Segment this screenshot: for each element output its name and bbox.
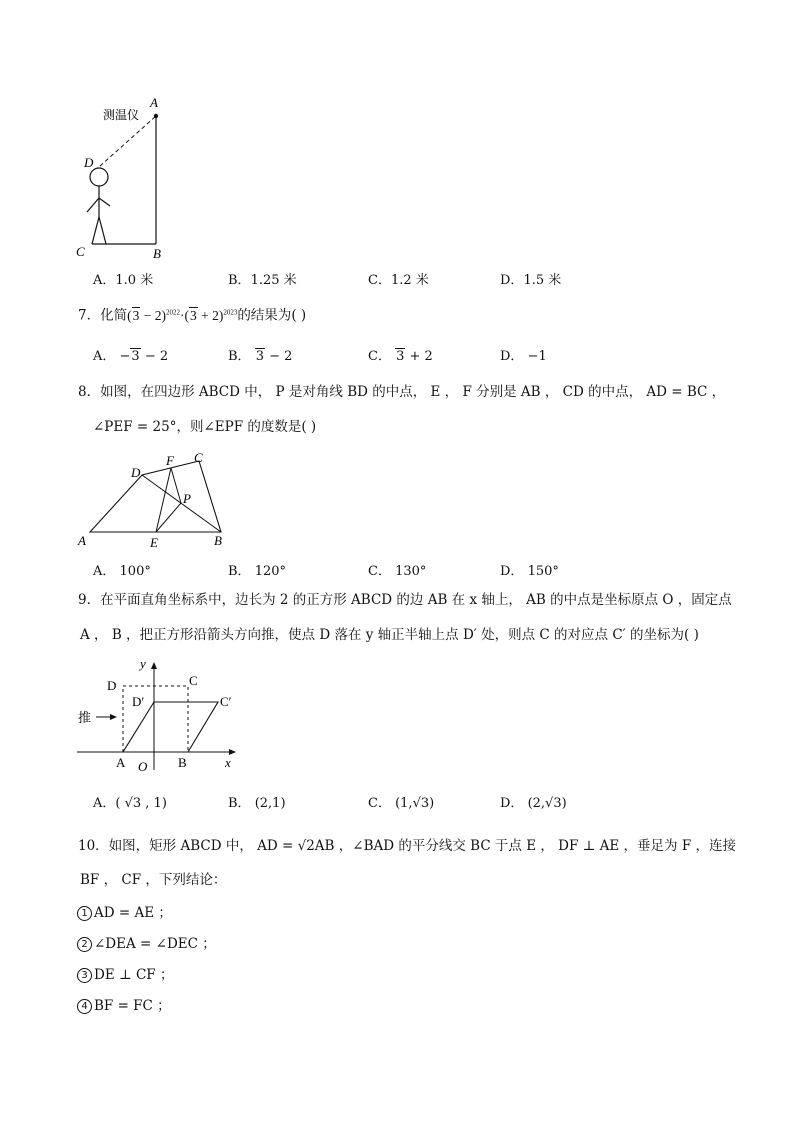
q6-label-thermometer: 测温仪 (103, 108, 140, 122)
q9-option-d: D． (2,√3) (500, 796, 567, 811)
q9-label-Cprime: C′ (220, 694, 232, 709)
q8-figure (74, 450, 234, 552)
q9-label-O: O (138, 759, 148, 774)
q8-option-a: A． 100° (93, 564, 151, 579)
q10-conclusion-2: 2 ∠DEA = ∠DEC ； (77, 934, 216, 954)
q6-label-C: C (76, 244, 85, 259)
q8-label-C: C (194, 450, 203, 465)
person-head (90, 168, 108, 186)
q8-label-B: B (214, 533, 222, 548)
q6-label-A: A (150, 95, 158, 110)
q8-label-F: F (166, 453, 174, 468)
q10-conclusion-4: 4 BF = FC ； (77, 996, 171, 1016)
q8-label-P: P (183, 491, 191, 506)
q9-option-c: C． (1,√3) (368, 796, 435, 811)
q9-label-A: A (116, 755, 126, 770)
q6-option-a: A．1.0 米 (93, 273, 154, 288)
q7-option-c: C． 3 + 2 (368, 349, 433, 364)
q6-figure (70, 90, 200, 265)
q6-option-d: D．1.5 米 (500, 273, 562, 288)
q6-label-B: B (153, 246, 161, 261)
q9-stem-line2: A ， B ，把正方形沿箭头方向推，使点 D 落在 y 轴正半轴上点 D′ 处，则点 C 的对应点 C′ 的坐标为( ) (80, 627, 699, 643)
q8-stem-line2: ∠PEF = 25°，则∠EPF 的度数是( ) (93, 419, 317, 435)
q9-label-C: C (189, 673, 198, 688)
q9-figure (72, 655, 247, 775)
q9-option-b: B． (2,1) (228, 796, 286, 811)
q9-label-push: 推 (78, 710, 92, 725)
q7-option-b: B． 3 − 2 (228, 349, 293, 364)
q6-option-c: C．1.2 米 (368, 273, 429, 288)
q8-stem-line1: 8．如图，在四边形 ABCD 中， P 是对角线 BD 的中点， E ， F 分别是 AB ， CD 的中点， AD = BC ， (78, 384, 726, 400)
q9-label-B: B (178, 755, 187, 770)
q8-label-A: A (78, 533, 86, 548)
q6-option-b: B．1.25 米 (228, 273, 297, 288)
q6-label-D: D (84, 155, 94, 170)
q10-stem-line1: 10．如图，矩形 ABCD 中， AD = √2AB ，∠BAD 的平分线交 BC 于点 E ， DF ⊥ AE ，垂足为 F ，连接 (78, 838, 736, 854)
q10-conclusion-1: 1 AD = AE ； (77, 903, 172, 923)
q7-stem: 7．化简$(3 - 2)^{2022}\cdot(3 + 2)^{2023}$的结果为( ) (78, 307, 307, 324)
q9-label-Dprime: D′ (132, 694, 145, 709)
q9-label-y: y (140, 656, 146, 671)
q8-option-b: B． 120° (228, 564, 287, 579)
q9-label-D: D (107, 678, 117, 693)
q9-option-a: A．( √3 , 1) (93, 796, 167, 811)
q7-option-a: A． −3 − 2 (93, 349, 169, 364)
q8-option-d: D． 150° (500, 564, 559, 579)
q7-option-d: D． −1 (500, 349, 547, 364)
q10-conclusion-3: 3 DE ⊥ CF ； (77, 965, 173, 985)
q9-stem-line1: 9．在平面直角坐标系中，边长为 2 的正方形 ABCD 的边 AB 在 x 轴上， AB 的中点是坐标原点 O ，固定点 (78, 592, 732, 608)
q8-label-E: E (150, 535, 158, 550)
q9-label-x: x (225, 755, 231, 770)
q10-stem-line2: BF ， CF ，下列结论： (80, 872, 227, 888)
q8-option-c: C． 130° (368, 564, 427, 579)
q8-label-D: D (131, 465, 141, 480)
